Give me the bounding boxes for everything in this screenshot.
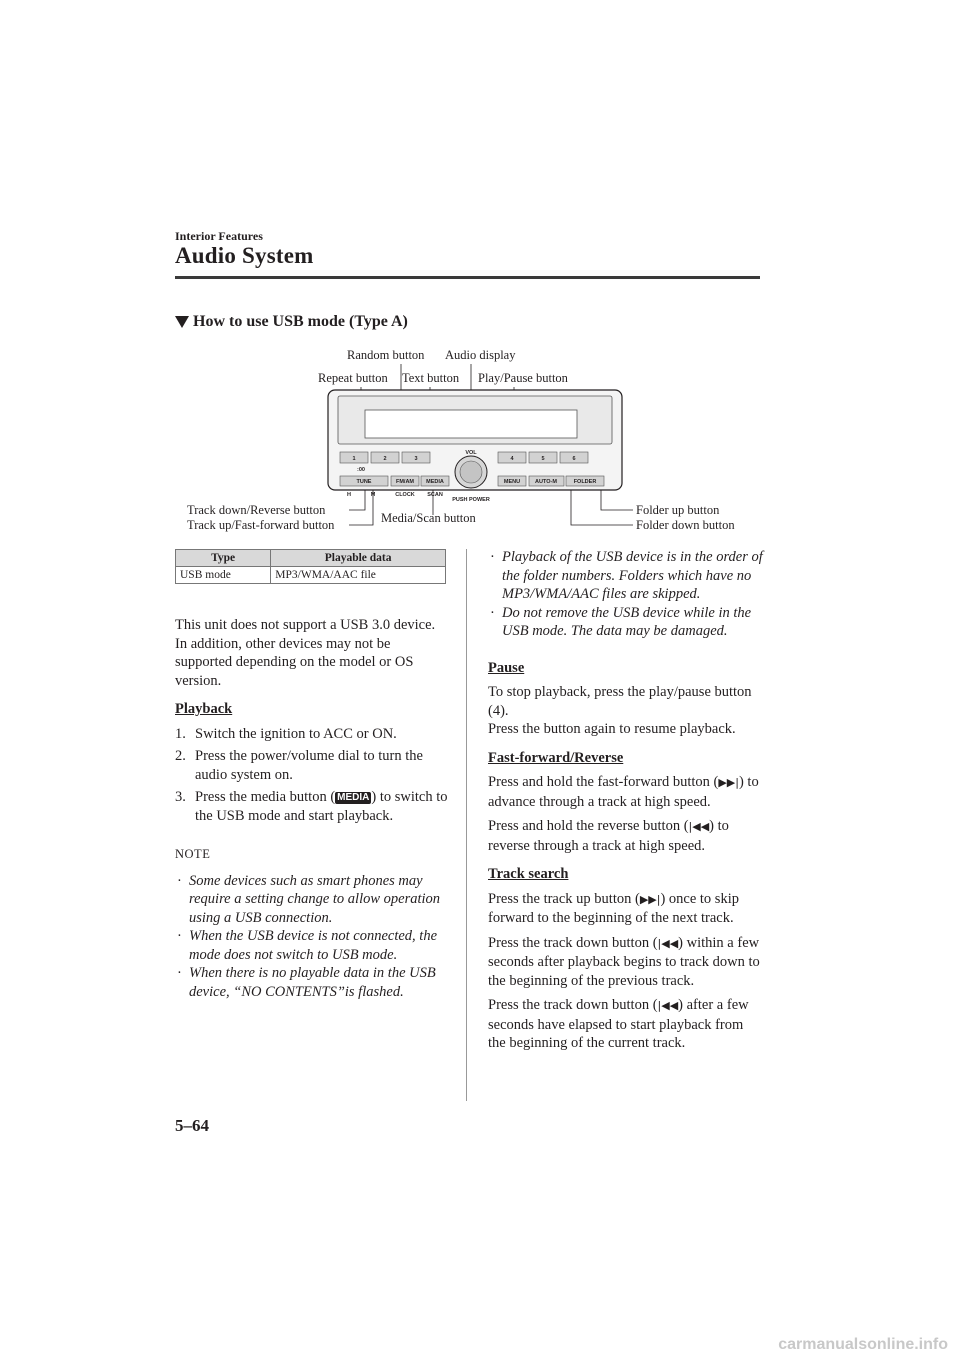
label-track-down-button: Track down/Reverse button <box>187 503 326 517</box>
autom-text: AUTO-M <box>535 479 557 485</box>
fmam-text: FM/AM <box>395 479 415 485</box>
label-track-up-button: Track up/Fast-forward button <box>187 518 335 532</box>
fast-forward-reverse-heading: Fast-forward/Reverse <box>488 749 624 766</box>
bullet-icon: · <box>177 928 182 944</box>
label-folder-up-button: Folder up button <box>636 503 720 517</box>
list-item <box>175 725 450 744</box>
ff-paragraph <box>488 773 763 811</box>
rev-text-pre: Press and hold the reverse button ( <box>488 818 689 834</box>
intro-paragraph: This unit does not support a USB 3.0 device. In addition, other devices may not be supported depending on the model or OS version. <box>175 617 436 689</box>
vol-text: VOL <box>465 450 477 456</box>
push-power-text: PUSH POWER <box>452 497 490 503</box>
clock-text: CLOCK <box>395 492 415 498</box>
list-item <box>488 548 763 604</box>
section-kicker: Interior Features <box>175 229 263 243</box>
note-title: NOTE <box>175 847 211 861</box>
step-number: 2. <box>175 748 186 764</box>
column-divider <box>466 549 467 1101</box>
colon00-text: :00 <box>357 467 365 473</box>
watermark: carmanualsonline.info <box>778 1336 948 1353</box>
note-list-continued <box>488 548 763 641</box>
preset-2: 2 <box>383 456 387 462</box>
bullet-icon: · <box>490 604 495 621</box>
bullet-icon: · <box>177 872 182 889</box>
right-column <box>488 548 763 1059</box>
ts3-paragraph <box>488 996 763 1053</box>
preset-6: 6 <box>572 456 576 462</box>
step-text: Switch the ignition to ACC or ON. <box>195 725 397 742</box>
note-text: When the USB device is not connected, the mode does not switch to USB mode. <box>189 928 438 963</box>
table-cell-type: USB mode <box>176 567 271 584</box>
note-text: When there is no playable data in the USB device, “NO CONTENTS”is flashed. <box>189 965 436 1000</box>
preset-3: 3 <box>414 456 418 462</box>
table-header-type: Type <box>176 550 271 567</box>
ts1-paragraph <box>488 890 763 928</box>
track-up-icon: ▶▶| <box>639 892 661 906</box>
ts1-text-post: ) once to skip forward to the beginning of the next track. <box>488 890 739 926</box>
note-text: Do not remove the USB device while in the USB mode. The data may be damaged. <box>502 604 752 639</box>
track-down-icon: |◀◀ <box>657 936 679 950</box>
label-play-pause-button: Play/Pause button <box>478 371 568 385</box>
section-title: Audio System <box>175 243 314 268</box>
ts1-text-pre: Press the track up button ( <box>488 890 640 907</box>
folder-text: FOLDER <box>573 479 597 485</box>
audio-unit-diagram <box>175 340 760 540</box>
note-list <box>175 872 450 1002</box>
ff-text-post: ) to advance through a track at high speed. <box>488 774 759 810</box>
ts2-text-post: ) within a few seconds after playback begins to track down to the beginning of the previous track. <box>488 934 760 989</box>
page-number: 5–64 <box>175 1116 209 1135</box>
h-text: H <box>347 492 351 498</box>
tune-text: TUNE <box>356 479 372 485</box>
label-random-button: Random button <box>347 348 425 362</box>
subsection-heading <box>175 313 408 331</box>
pause-text-2: Press the button again to resume playback. <box>488 721 736 737</box>
note-text: Playback of the USB device is in the order of the folder numbers. Folders which have no MP3/WMA/AAC files are skipped. <box>502 549 763 602</box>
ts2-text-pre: Press the track down button ( <box>488 934 658 951</box>
playback-heading: Playback <box>175 701 233 717</box>
menu-text: MENU <box>503 479 521 485</box>
label-audio-display: Audio display <box>445 348 516 362</box>
table-row <box>176 567 446 584</box>
bullet-icon: · <box>490 549 495 565</box>
media-button-icon: MEDIA <box>337 792 370 803</box>
rev-text-post: ) to reverse through a track at high speed. <box>488 818 729 854</box>
label-repeat-button: Repeat button <box>318 371 388 385</box>
scan-text: SCAN <box>427 492 443 498</box>
label-media-scan-button: Media/Scan button <box>381 511 476 525</box>
playback-steps <box>175 725 450 826</box>
track-down-icon: |◀◀ <box>657 999 679 1012</box>
list-item <box>175 872 450 928</box>
ts3-text-pre: Press the track down button ( <box>488 997 658 1013</box>
list-item <box>175 747 450 784</box>
subsection-title: How to use USB mode (Type A) <box>193 313 408 330</box>
label-folder-down-button: Folder down button <box>636 518 735 532</box>
step-number: 1. <box>175 725 186 742</box>
step-number: 3. <box>175 789 186 805</box>
fast-forward-icon: ▶▶| <box>718 776 739 789</box>
playable-data-table <box>175 549 446 584</box>
step-text-pre: Press the media button ( <box>195 789 336 805</box>
track-search-heading: Track search <box>488 866 569 882</box>
list-item <box>175 964 450 1001</box>
pause-text-1: To stop playback, press the play/pause button (4). <box>488 684 752 719</box>
header-rule <box>175 276 760 279</box>
list-item <box>488 604 763 641</box>
preset-1: 1 <box>352 456 356 462</box>
ts3-text-post: ) after a few seconds have elapsed to start playback from the beginning of the current track. <box>488 997 749 1051</box>
step-text-post: ) to switch to the USB mode and start playback. <box>195 789 448 824</box>
table-cell-playable-data: MP3/WMA/AAC file <box>271 567 446 584</box>
media-text: MEDIA <box>426 479 444 485</box>
list-item <box>175 788 450 825</box>
pause-text <box>488 683 763 720</box>
label-text-button: Text button <box>402 371 460 385</box>
reverse-icon: |◀◀ <box>688 820 710 833</box>
bullet-icon: · <box>177 965 182 981</box>
preset-5: 5 <box>541 456 545 462</box>
pause-heading: Pause <box>488 659 525 676</box>
rev-paragraph <box>488 817 763 855</box>
ff-text-pre: Press and hold the fast-forward button ( <box>488 774 719 790</box>
note-text: Some devices such as smart phones may require a setting change to allow operation using a USB connection. <box>189 872 441 926</box>
left-column <box>175 616 450 1001</box>
step-text: Press the power/volume dial to turn the audio system on. <box>195 748 423 783</box>
table-header-playable-data: Playable data <box>271 550 446 567</box>
list-item <box>175 927 450 964</box>
ts2-paragraph <box>488 934 763 991</box>
preset-4: 4 <box>510 456 514 462</box>
triangle-down-icon <box>175 316 189 328</box>
m-text: M <box>370 492 376 498</box>
